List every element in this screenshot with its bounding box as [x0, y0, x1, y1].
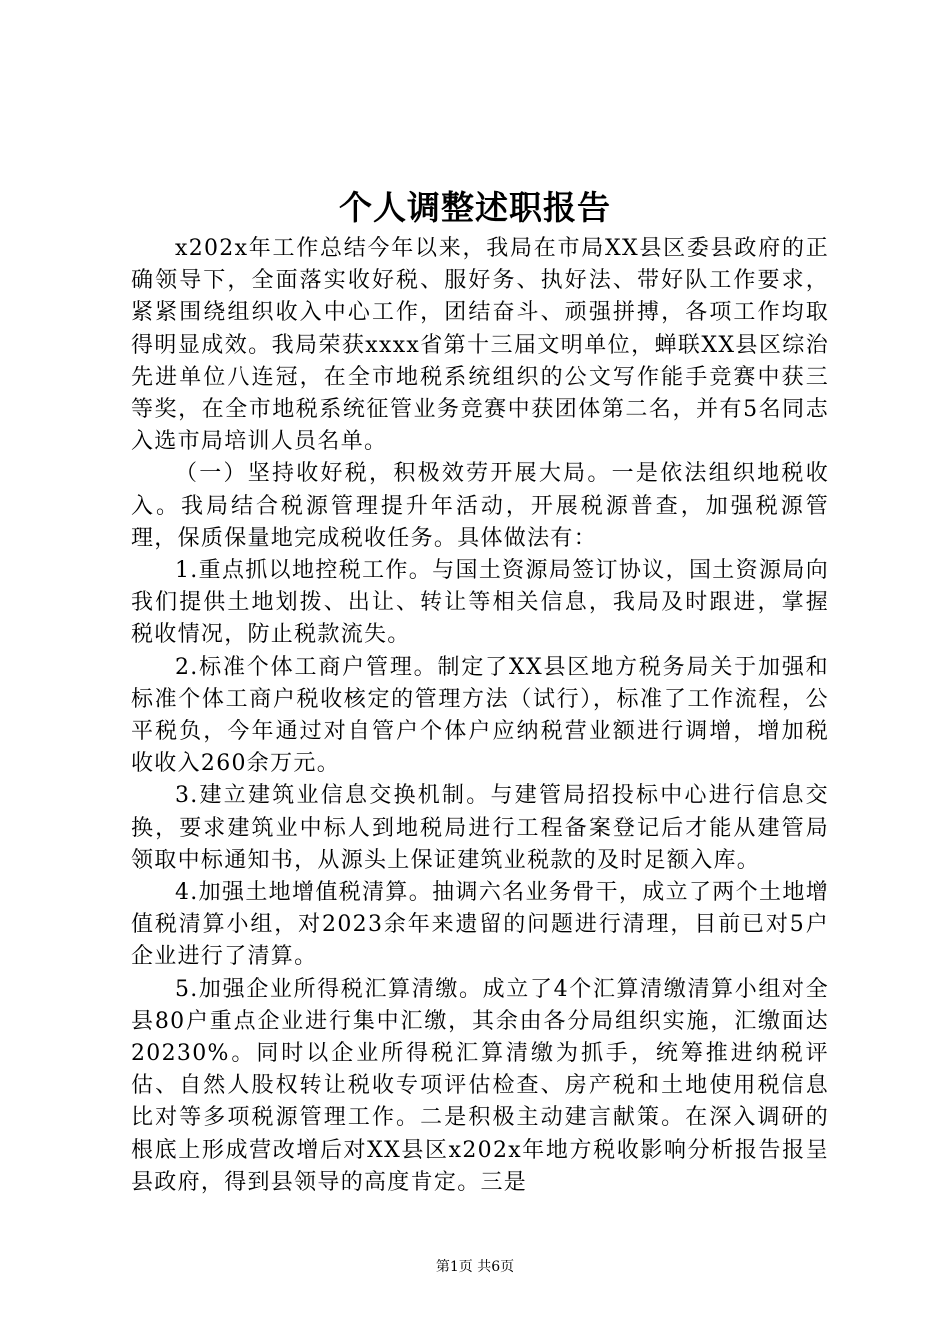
paragraph-item-2: 2.标准个体工商户管理。制定了XX县区地方税务局关于加强和标准个体工商户税收核定的管理方法（试行），标准了工作流程，公平税负，今年通过对自管户个体户应纳税营业额进行调增，增加税收收入260余万元。: [131, 654, 829, 777]
document-body: [131, 233, 829, 1199]
paragraph-intro: x202x年工作总结今年以来，我局在市局XX县区委县政府的正确领导下，全面落实收好税、服好务、执好法、带好队工作要求，紧紧围绕组织收入中心工作，团结奋斗、顽强拼搏，各项工作均取得明显成效。我局荣获xxxx省第十三届文明单位，蝉联XX县区综治先进单位八连冠，在全市地税系统组织的公文写作能手竞赛中获三等奖，在全市地税系统征管业务竞赛中获团体第二名，并有5名同志入选市局培训人员名单。: [131, 236, 829, 455]
paragraph-item-3: 3.建立建筑业信息交换机制。与建管局招投标中心进行信息交换，要求建筑业中标人到地税局进行工程备案登记后才能从建管局领取中标通知书，从源头上保证建筑业税款的及时足额入库。: [131, 783, 829, 873]
document-title: 个人调整述职报告: [339, 188, 611, 227]
page-footer: 第1页 共6页: [435, 1259, 515, 1275]
paragraph-item-5: 5.加强企业所得税汇算清缴。成立了4个汇算清缴清算小组对全县80户重点企业进行集中汇缴，其余由各分局组织实施，汇缴面达20230%。同时以企业所得税汇算清缴为抓手，统筹推进纳税评估、自然人股权转让税收专项评估检查、房产税和土地使用税信息比对等多项税源管理工作。二是积极主动建言献策。在深入调研的根底上形成营改增后对XX县区x202x年地方税收影响分析报告报呈县政府，得到县领导的高度肯定。三是: [131, 976, 829, 1195]
paragraph-item-1: 1.重点抓以地控税工作。与国土资源局签订协议，国土资源局向我们提供土地划拨、出让、转让等相关信息，我局及时跟进，掌握税收情况，防止税款流失。: [131, 558, 829, 648]
paragraph-item-4: 4.加强土地增值税清算。抽调六名业务骨干，成立了两个土地增值税清算小组，对2023余年来遗留的问题进行清理，目前已对5户企业进行了清算。: [131, 880, 829, 970]
paragraph-section-1: （一）坚持收好税，积极效劳开展大局。一是依法组织地税收入。我局结合税源管理提升年活动，开展税源普查，加强税源管理，保质保量地完成税收任务。具体做法有：: [131, 461, 829, 551]
